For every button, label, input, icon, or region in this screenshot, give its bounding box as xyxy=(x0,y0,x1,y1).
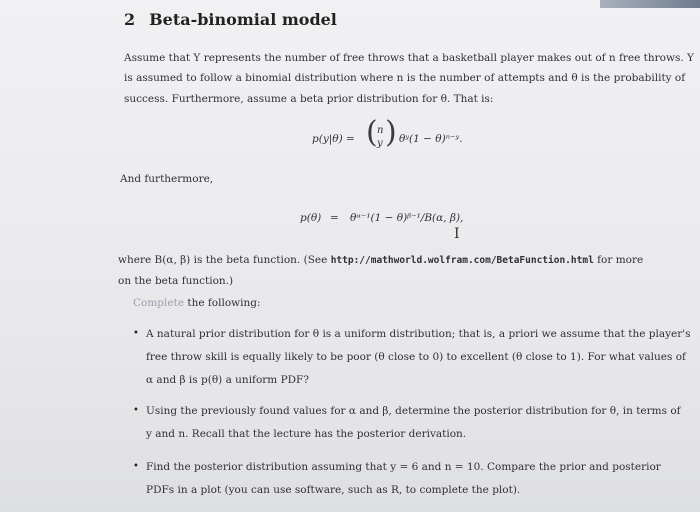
background-edge xyxy=(600,0,700,8)
section-title: Beta-binomial model xyxy=(149,10,337,29)
bullet-3-line-2: PDFs in a plot (you can use software, such as R, to complete the plot). xyxy=(146,484,521,496)
eq2-rhs: θᵅ⁻¹(1 − θ)ᵝ⁻¹/B(α, β), xyxy=(350,212,464,224)
binom-top: n xyxy=(377,125,384,136)
eq1-equals: = xyxy=(346,133,355,145)
text-cursor-icon: I xyxy=(454,226,460,242)
bullet-2-line-1: Using the previously found values for α and β, determine the posterior distribution for θ, in terms of xyxy=(146,405,681,417)
bullet-1-line-2: free throw skill is equally likely to be poor (θ close to 0) to excellent (θ close to 1). For what values of xyxy=(146,351,686,363)
bullet-1-marker: • xyxy=(133,328,139,339)
binom-bottom: y xyxy=(377,138,383,149)
beta-function-url[interactable]: http://mathworld.wolfram.com/BetaFunction.html xyxy=(330,255,594,266)
complete-rest: the following: xyxy=(187,297,261,309)
intro-line-2: is assumed to follow a binomial distribution where n is the number of attempts and θ is the probability of xyxy=(124,72,686,84)
where-line-2: on the beta function.) xyxy=(118,275,234,287)
binom-left-paren: ( xyxy=(366,115,378,150)
binom-right-paren: ) xyxy=(385,115,397,150)
complete-faded: Complete xyxy=(133,297,185,309)
intro-line-1: Assume that Y represents the number of free throws that a basketball player makes out of n free throws. Y xyxy=(124,52,694,64)
furthermore-text: And furthermore, xyxy=(120,173,214,185)
eq1-lhs: p(y|θ) xyxy=(312,133,343,145)
bullet-1-line-1: A natural prior distribution for θ is a uniform distribution; that is, a priori we assume that the player's xyxy=(146,328,691,340)
bullet-3-marker: • xyxy=(133,461,139,472)
eq2-equals: = xyxy=(330,212,339,224)
eq2-lhs: p(θ) xyxy=(300,212,322,224)
where-text-b: for more xyxy=(597,254,644,266)
where-text-a: where B(α, β) is the beta function. (See xyxy=(118,254,328,266)
bullet-3-line-1: Find the posterior distribution assuming that y = 6 and n = 10. Compare the prior and posterior xyxy=(146,461,661,473)
eq1-rhs: θʸ(1 − θ)ⁿ⁻ʸ. xyxy=(399,133,463,145)
intro-line-3: success. Furthermore, assume a beta prior distribution for θ. That is: xyxy=(124,93,494,105)
section-number: 2 xyxy=(124,10,136,29)
bullet-2-marker: • xyxy=(133,405,139,416)
section-heading xyxy=(124,10,337,29)
bullet-2-line-2: y and n. Recall that the lecture has the posterior derivation. xyxy=(146,428,467,440)
where-line-1 xyxy=(118,254,643,266)
bullet-1-line-3: α and β is p(θ) a uniform PDF? xyxy=(146,374,309,386)
complete-line xyxy=(133,297,261,309)
